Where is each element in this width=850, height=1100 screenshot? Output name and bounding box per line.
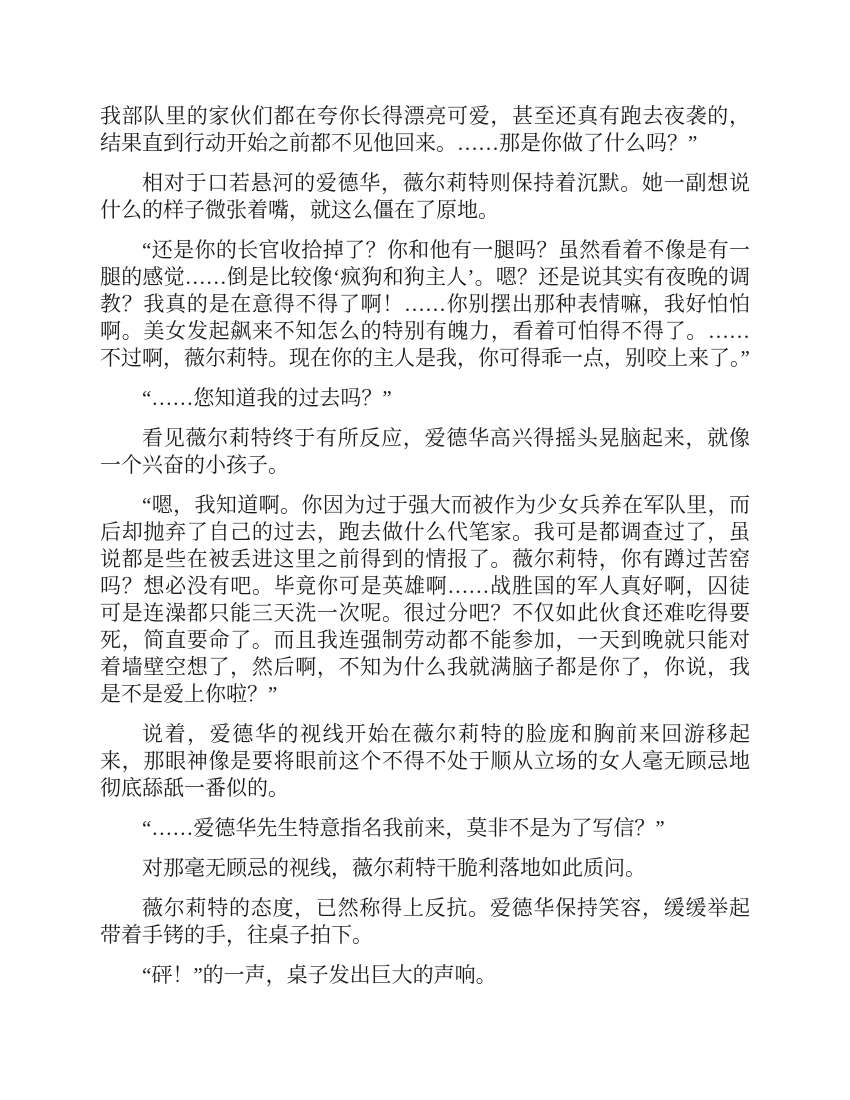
paragraph: 对那毫无顾忌的视线，薇尔莉特干脆利落地如此质问。 <box>142 856 646 880</box>
paragraph: “嗯，我知道啊。你因为过于强大而被作为少女兵养在军队里，而后却抛弃了自己的过去，跑去做什么代笔家。我可是都调查过了，虽说都是些在被丢进这里之前得到的情报了。薇尔莉特，你有蹲过苦窑吗？想必没有吧。毕竟你可是英雄啊……战胜国的军人真好啊，囚徒可是连澡都只能三天洗一次呢。很过分吧？不仅如此伙食还难吃得要死，简直要命了。而且我连强制劳动都不能参加，一天到晚就只能对着墙壁空想了，然后啊，不知为什么我就满脑子都是你了，你说，我是不是爱上你啦？” <box>100 493 750 706</box>
paragraph: “砰！”的一声，桌子发出巨大的声响。 <box>142 963 497 987</box>
paragraph: 看见薇尔莉特终于有所反应，爱德华高兴得摇头晃脑起来，就像一个兴奋的小孩子。 <box>100 426 750 477</box>
paragraph: “还是你的长官收拾掉了？你和他有一腿吗？虽然看着不像是有一腿的感觉……倒是比较像‘疯狗和狗主人’。嗯？还是说其实有夜晚的调教？我真的是在意得不得了啊！……你别摆出那种表情嘛，我好怕怕啊。美女发起飙来不知怎么的特别有魄力，看着可怕得不得了。……不过啊，薇尔莉特。现在你的主人是我，你可得乖一点，别咬上来了。” <box>100 238 750 370</box>
paragraph: 说着，爱德华的视线开始在薇尔莉特的脸庞和胸前来回游移起来，那眼神像是要将眼前这个不得不处于顺从立场的女人毫无顾忌地彻底舔舐一番似的。 <box>100 722 750 800</box>
paragraph: 相对于口若悬河的爱德华，薇尔莉特则保持着沉默。她一副想说什么的样子微张着嘴，就这么僵在了原地。 <box>100 171 750 222</box>
paragraph: “……您知道我的过去吗？” <box>142 386 392 410</box>
paragraph: 薇尔莉特的态度，已然称得上反抗。爱德华保持笑容，缓缓举起带着手铐的手，往桌子拍下。 <box>100 896 750 947</box>
paragraph-continuation: 我部队里的家伙们都在夸你长得漂亮可爱，甚至还真有跑去夜袭的，结果直到行动开始之前都不见他回来。……那是你做了什么吗？” <box>100 104 750 155</box>
paragraph: “……爱德华先生特意指名我前来，莫非不是为了写信？” <box>142 816 665 840</box>
